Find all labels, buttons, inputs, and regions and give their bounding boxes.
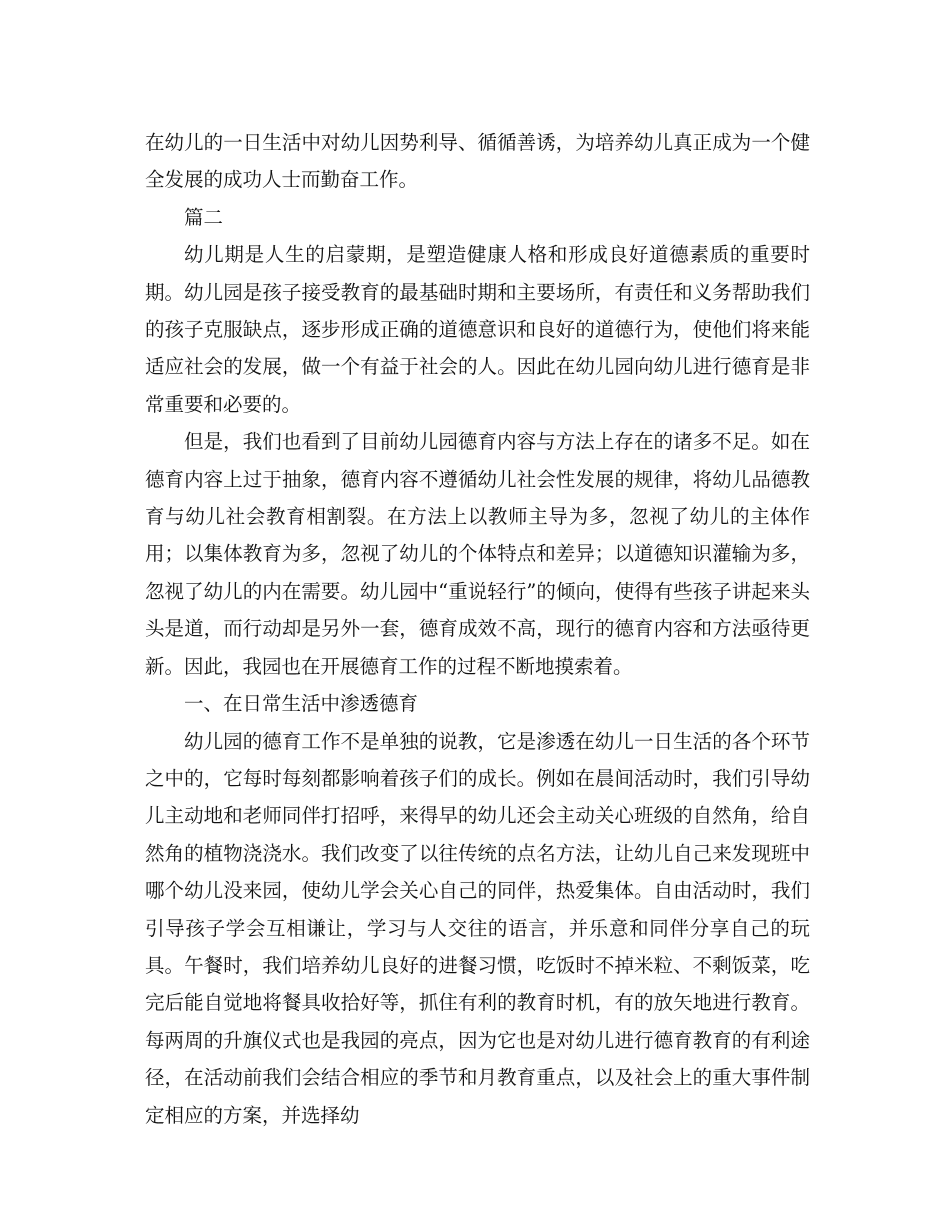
document-body <box>145 124 810 1134</box>
section-heading-daily-life: 一、在日常生活中渗透德育 <box>184 692 419 716</box>
paragraph-continuation: 在幼儿的一日生活中对幼儿因势利导、循循善诱，为培养幼儿真正成为一个健全发展的成功人士而勤奋工作。 <box>145 131 810 192</box>
paragraph-daily-life: 幼儿园的德育工作不是单独的说教，它是渗透在幼儿一日生活的各个环节之中的，它每时每刻都影响着孩子们的成长。例如在晨间活动时，我们引导幼儿主动地和老师同伴打招呼，来得早的幼儿还会主动关心班级的自然角，给自然角的植物浇浇水。我们改变了以往传统的点名方法，让幼儿自己来发现班中哪个幼儿没来园，使幼儿学会关心自己的同伴，热爱集体。自由活动时，我们引导孩子学会互相谦让，学习与人交往的语言，并乐意和同伴分享自己的玩具。午餐时，我们培养幼儿良好的进餐习惯，吃饭时不掉米粒、不剩饭菜，吃完后能自觉地将餐具收拾好等，抓住有利的教育时机，有的放矢地进行教育。每两周的升旗仪式也是我园的亮点，因为它也是对幼儿进行德育教育的有利途径，在活动前我们会结合相应的季节和月教育重点，以及社会上的重大事件制定相应的方案，并选择幼 <box>145 729 810 1127</box>
paragraph-intro: 幼儿期是人生的启蒙期，是塑造健康人格和形成良好道德素质的重要时期。幼儿园是孩子接受教育的最基础时期和主要场所，有责任和义务帮助我们的孩子克服缺点，逐步形成正确的道德意识和良好的道德行为，使他们将来能适应社会的发展，做一个有益于社会的人。因此在幼儿园向幼儿进行德育是非常重要和必要的。 <box>145 243 810 416</box>
paragraph-shortcomings: 但是，我们也看到了目前幼儿园德育内容与方法上存在的诸多不足。如在德育内容上过于抽象，德育内容不遵循幼儿社会性发展的规律，将幼儿品德教育与幼儿社会教育相割裂。在方法上以教师主导为多，忽视了幼儿的主体作用；以集体教育为多，忽视了幼儿的个体特点和差异；以道德知识灌输为多，忽视了幼儿的内在需要。幼儿园中“重说轻行”的倾向，使得有些孩子讲起来头头是道，而行动却是另外一套，德育成效不高，现行的德育内容和方法亟待更新。因此，我园也在开展德育工作的过程不断地摸索着。 <box>145 430 810 678</box>
section-heading-part-two: 篇二 <box>184 205 224 229</box>
